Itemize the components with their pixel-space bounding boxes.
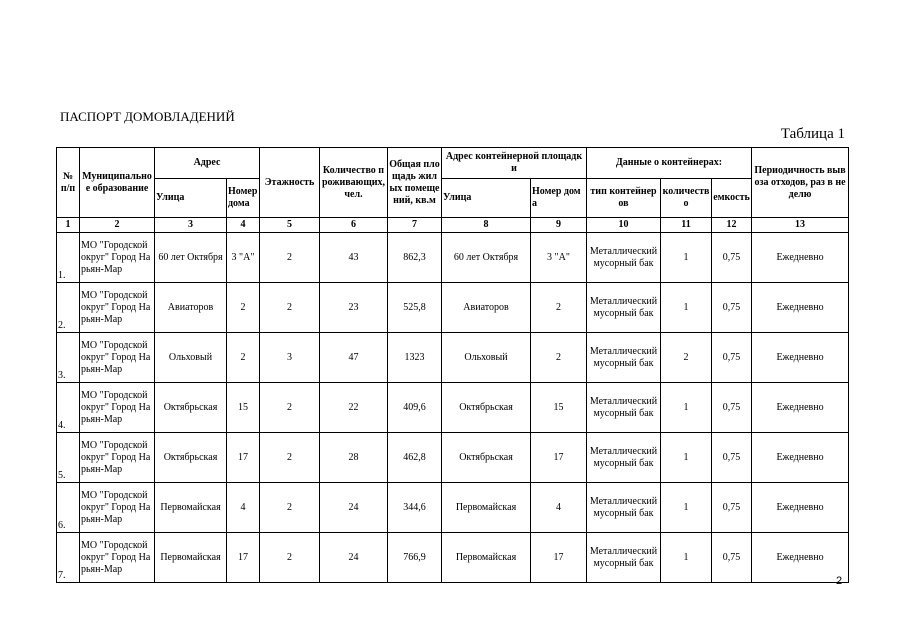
header-container-count: количество (661, 179, 712, 218)
container-house-cell: 17 (531, 433, 587, 483)
column-number-cell: 4 (227, 218, 260, 233)
street-cell: Октябрьская (155, 433, 227, 483)
container-street-cell: Ольховый (442, 333, 531, 383)
row-number-cell: 1. (57, 233, 80, 283)
table-body (57, 218, 849, 583)
residents-cell: 47 (320, 333, 388, 383)
container-capacity-cell: 0,75 (712, 383, 752, 433)
column-number-cell: 3 (155, 218, 227, 233)
container-count-cell: 2 (661, 333, 712, 383)
area-cell: 409,6 (388, 383, 442, 433)
house-number-cell: 2 (227, 283, 260, 333)
municipality-cell: МО "Городской округ" Город Нарьян-Мар (80, 383, 155, 433)
container-type-cell: Металлический мусорный бак (587, 383, 661, 433)
pickup-period-cell: Ежедневно (752, 333, 849, 383)
container-type-cell: Металлический мусорный бак (587, 333, 661, 383)
table-row (57, 433, 849, 483)
container-count-cell: 1 (661, 283, 712, 333)
column-number-cell: 6 (320, 218, 388, 233)
residents-cell: 43 (320, 233, 388, 283)
header-floors: Этажность (260, 148, 320, 218)
container-type-cell: Металлический мусорный бак (587, 233, 661, 283)
page-number: 2 (836, 575, 843, 587)
container-capacity-cell: 0,75 (712, 283, 752, 333)
header-row-1 (57, 148, 849, 179)
households-table (56, 147, 849, 583)
container-capacity-cell: 0,75 (712, 533, 752, 583)
header-row-2 (57, 179, 849, 218)
container-capacity-cell: 0,75 (712, 333, 752, 383)
residents-cell: 22 (320, 383, 388, 433)
street-cell: Ольховый (155, 333, 227, 383)
table-row (57, 533, 849, 583)
header-container-capacity: емкость (712, 179, 752, 218)
header-container-street: Улица (442, 179, 531, 218)
table-row (57, 483, 849, 533)
area-cell: 766,9 (388, 533, 442, 583)
header-container-data: Данные о контейнерах: (587, 148, 752, 179)
column-number-cell: 12 (712, 218, 752, 233)
row-number-cell: 4. (57, 383, 80, 433)
area-cell: 525,8 (388, 283, 442, 333)
pickup-period-cell: Ежедневно (752, 483, 849, 533)
row-number-cell: 2. (57, 283, 80, 333)
house-number-cell: 2 (227, 333, 260, 383)
container-count-cell: 1 (661, 233, 712, 283)
house-number-cell: 17 (227, 533, 260, 583)
header-num: № п/п (57, 148, 80, 218)
municipality-cell: МО "Городской округ" Город Нарьян-Мар (80, 533, 155, 583)
pickup-period-cell: Ежедневно (752, 433, 849, 483)
floors-cell: 2 (260, 483, 320, 533)
municipality-cell: МО "Городской округ" Город Нарьян-Мар (80, 333, 155, 383)
container-count-cell: 1 (661, 433, 712, 483)
column-number-cell: 10 (587, 218, 661, 233)
pickup-period-cell: Ежедневно (752, 233, 849, 283)
column-number-cell: 7 (388, 218, 442, 233)
container-street-cell: 60 лет Октября (442, 233, 531, 283)
house-number-cell: 15 (227, 383, 260, 433)
municipality-cell: МО "Городской округ" Город Нарьян-Мар (80, 433, 155, 483)
row-number-cell: 3. (57, 333, 80, 383)
container-house-cell: 4 (531, 483, 587, 533)
column-number-cell: 5 (260, 218, 320, 233)
header-municipality: Муниципальное образование (80, 148, 155, 218)
column-number-cell: 2 (80, 218, 155, 233)
residents-cell: 28 (320, 433, 388, 483)
header-residents: Количество проживающих, чел. (320, 148, 388, 218)
pickup-period-cell: Ежедневно (752, 383, 849, 433)
container-house-cell: 15 (531, 383, 587, 433)
table-row (57, 333, 849, 383)
header-container-address: Адрес контейнерной площадки (442, 148, 587, 179)
pickup-period-cell: Ежедневно (752, 283, 849, 333)
households-table-container (56, 147, 848, 581)
column-number-cell: 1 (57, 218, 80, 233)
header-container-house: Номер дома (531, 179, 587, 218)
table-label: Таблица 1 (780, 126, 845, 142)
municipality-cell: МО "Городской округ" Город Нарьян-Мар (80, 283, 155, 333)
container-street-cell: Октябрьская (442, 433, 531, 483)
street-cell: 60 лет Октября (155, 233, 227, 283)
floors-cell: 2 (260, 283, 320, 333)
column-number-cell: 8 (442, 218, 531, 233)
container-street-cell: Октябрьская (442, 383, 531, 433)
table-row (57, 383, 849, 433)
container-count-cell: 1 (661, 483, 712, 533)
container-capacity-cell: 0,75 (712, 233, 752, 283)
column-number-cell: 11 (661, 218, 712, 233)
house-number-cell: 4 (227, 483, 260, 533)
container-house-cell: 2 (531, 283, 587, 333)
container-street-cell: Авиаторов (442, 283, 531, 333)
municipality-cell: МО "Городской округ" Город Нарьян-Мар (80, 233, 155, 283)
row-number-cell: 5. (57, 433, 80, 483)
row-number-cell: 6. (57, 483, 80, 533)
floors-cell: 2 (260, 233, 320, 283)
container-house-cell: 3 "А" (531, 233, 587, 283)
container-type-cell: Металлический мусорный бак (587, 483, 661, 533)
table-row (57, 283, 849, 333)
container-street-cell: Первомайская (442, 483, 531, 533)
container-capacity-cell: 0,75 (712, 433, 752, 483)
header-street: Улица (155, 179, 227, 218)
floors-cell: 2 (260, 533, 320, 583)
floors-cell: 2 (260, 383, 320, 433)
floors-cell: 2 (260, 433, 320, 483)
container-count-cell: 1 (661, 383, 712, 433)
container-house-cell: 17 (531, 533, 587, 583)
document-title: ПАСПОРТ ДОМОВЛАДЕНИЙ (60, 109, 235, 124)
container-type-cell: Металлический мусорный бак (587, 283, 661, 333)
header-area: Общая площадь жилых помещений, кв.м (388, 148, 442, 218)
area-cell: 462,8 (388, 433, 442, 483)
residents-cell: 23 (320, 283, 388, 333)
area-cell: 1323 (388, 333, 442, 383)
street-cell: Авиаторов (155, 283, 227, 333)
header-container-type: тип контейнеров (587, 179, 661, 218)
container-street-cell: Первомайская (442, 533, 531, 583)
residents-cell: 24 (320, 533, 388, 583)
header-house: Номер дома (227, 179, 260, 218)
row-number-cell: 7. (57, 533, 80, 583)
container-type-cell: Металлический мусорный бак (587, 433, 661, 483)
container-capacity-cell: 0,75 (712, 483, 752, 533)
container-house-cell: 2 (531, 333, 587, 383)
container-count-cell: 1 (661, 533, 712, 583)
header-address: Адрес (155, 148, 260, 179)
street-cell: Октябрьская (155, 383, 227, 433)
house-number-cell: 3 "А" (227, 233, 260, 283)
street-cell: Первомайская (155, 533, 227, 583)
area-cell: 862,3 (388, 233, 442, 283)
column-number-row (57, 218, 849, 233)
column-number-cell: 13 (752, 218, 849, 233)
municipality-cell: МО "Городской округ" Город Нарьян-Мар (80, 483, 155, 533)
container-type-cell: Металлический мусорный бак (587, 533, 661, 583)
column-number-cell: 9 (531, 218, 587, 233)
table-row (57, 233, 849, 283)
header-period: Периодичность вывоза отходов, раз в неделю (752, 148, 849, 218)
street-cell: Первомайская (155, 483, 227, 533)
floors-cell: 3 (260, 333, 320, 383)
house-number-cell: 17 (227, 433, 260, 483)
residents-cell: 24 (320, 483, 388, 533)
area-cell: 344,6 (388, 483, 442, 533)
pickup-period-cell: Ежедневно (752, 533, 849, 583)
